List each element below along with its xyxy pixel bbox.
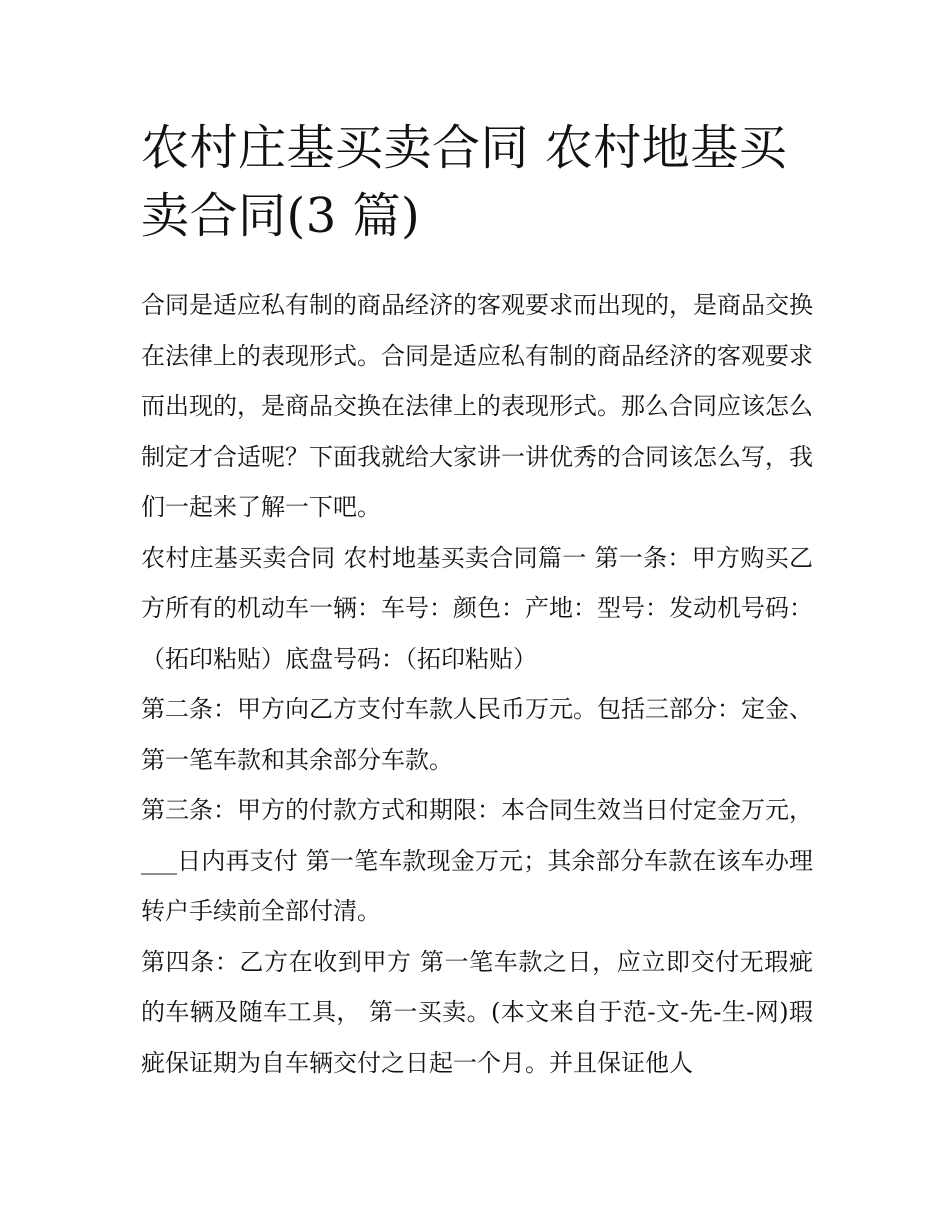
paragraph-article-2: 第二条：甲方向乙方支付车款人民币万元。包括三部分：定金、 第一笔车款和其余部分车款。: [141, 695, 813, 774]
paragraph-intro: 合同是适应私有制的商品经济的客观要求而出现的，是商品交换在法律上的表现形式。合同是适应私有制的商品经济的客观要求而出现的，是商品交换在法律上的表现形式。那么合同应该怎么制定才合适呢？下面我就给大家讲一讲优秀的合同该怎么写，我们一起来了解一下吧。: [141, 291, 813, 521]
paragraph-article-4: 第四条：乙方在收到甲方 第一笔车款之日，应立即交付无瑕疵的车辆及随车工具， 第一买卖。(本文来自于范-文-先-生-网)瑕疵保证期为自车辆交付之日起一个月。并且保证他人: [141, 947, 813, 1077]
paragraph-article-1: 农村庄基买卖合同 农村地基买卖合同篇一 第一条：甲方购买乙方所有的机动车一辆：车号：颜色：产地：型号：发动机号码：（拓印粘贴）底盘号码：（拓印粘贴）: [141, 543, 813, 673]
document-title: 农村庄基买卖合同 农村地基买卖合同(3 篇): [141, 120, 788, 244]
document-paragraphs: [141, 280, 813, 1088]
paragraph-article-3: 第三条：甲方的付款方式和期限：本合同生效当日付定金万元，___日内再支付 第一笔车款现金万元；其余部分车款在该车办理转户手续前全部付清。: [141, 796, 813, 925]
document-body: [141, 114, 813, 1088]
